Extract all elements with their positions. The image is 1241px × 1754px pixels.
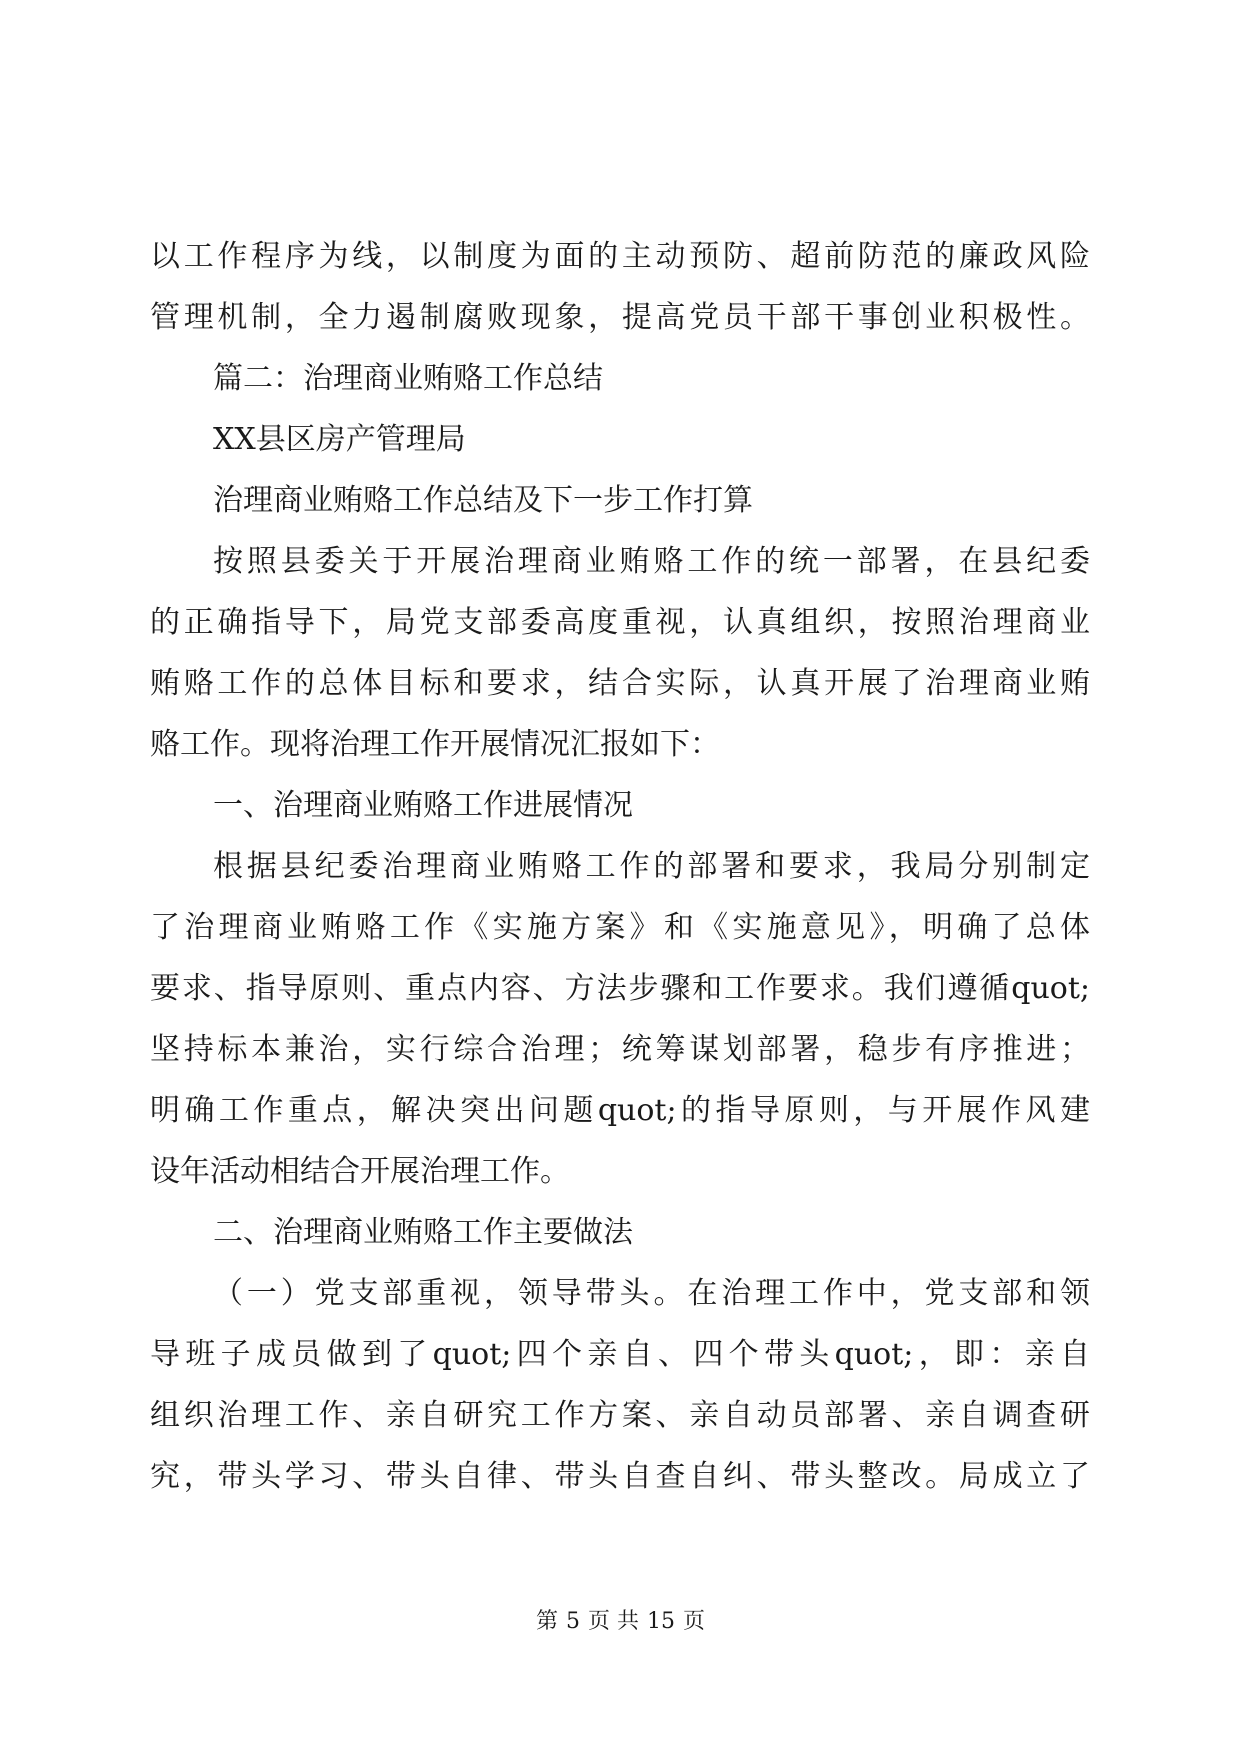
text-line: 了治理商业贿赂工作《实施方案》和《实施意见》，明确了总体 bbox=[150, 910, 1090, 945]
total-pages: 15 bbox=[647, 1609, 675, 1634]
text-line: 根据县纪委治理商业贿赂工作的部署和要求，我局分别制定 bbox=[213, 849, 1090, 884]
text-line: 要求、指导原则、重点内容、方法步骤和工作要求。我们遵循quot; bbox=[150, 971, 1090, 1006]
text-line: 以工作程序为线，以制度为面的主动预防、超前防范的廉政风险 bbox=[150, 239, 1090, 274]
page-label-suffix: 页 bbox=[683, 1609, 706, 1634]
document-body bbox=[150, 226, 1090, 1507]
section-heading: 一、治理商业贿赂工作进展情况 bbox=[213, 788, 633, 823]
text-line: 贿赂工作的总体目标和要求，结合实际，认真开展了治理商业贿 bbox=[150, 666, 1090, 701]
text-line: 的正确指导下，局党支部委高度重视，认真组织，按照治理商业 bbox=[150, 605, 1090, 640]
text-line: 设年活动相结合开展治理工作。 bbox=[150, 1154, 570, 1189]
text-line: 管理机制，全力遏制腐败现象，提高党员干部干事创业积极性。 bbox=[150, 300, 1090, 335]
page-number: 5 bbox=[566, 1609, 580, 1634]
text-line: 组织治理工作、亲自研究工作方案、亲自动员部署、亲自调查研 bbox=[150, 1398, 1090, 1433]
text-line: 按照县委关于开展治理商业贿赂工作的统一部署，在县纪委 bbox=[213, 544, 1090, 579]
text-line: 究，带头学习、带头自律、带头自查自纠、带头整改。局成立了 bbox=[150, 1459, 1090, 1494]
text-line: 赂工作。现将治理工作开展情况汇报如下： bbox=[150, 727, 720, 762]
organization-name: XX县区房产管理局 bbox=[213, 422, 466, 457]
page-label-mid: 页 共 bbox=[588, 1609, 639, 1634]
text-line: （一）党支部重视，领导带头。在治理工作中，党支部和领 bbox=[213, 1276, 1090, 1311]
document-title: 治理商业贿赂工作总结及下一步工作打算 bbox=[213, 483, 753, 518]
section-heading: 二、治理商业贿赂工作主要做法 bbox=[213, 1215, 633, 1250]
text-line: 坚持标本兼治，实行综合治理；统筹谋划部署，稳步有序推进； bbox=[150, 1032, 1090, 1067]
page-footer bbox=[0, 1608, 1241, 1636]
text-line: 导班子成员做到了quot;四个亲自、四个带头quot;，即：亲自 bbox=[150, 1337, 1090, 1372]
page-label-prefix: 第 bbox=[535, 1609, 558, 1634]
text-line: 明确工作重点，解决突出问题quot;的指导原则，与开展作风建 bbox=[150, 1093, 1090, 1128]
section-heading: 篇二：治理商业贿赂工作总结 bbox=[213, 361, 603, 396]
